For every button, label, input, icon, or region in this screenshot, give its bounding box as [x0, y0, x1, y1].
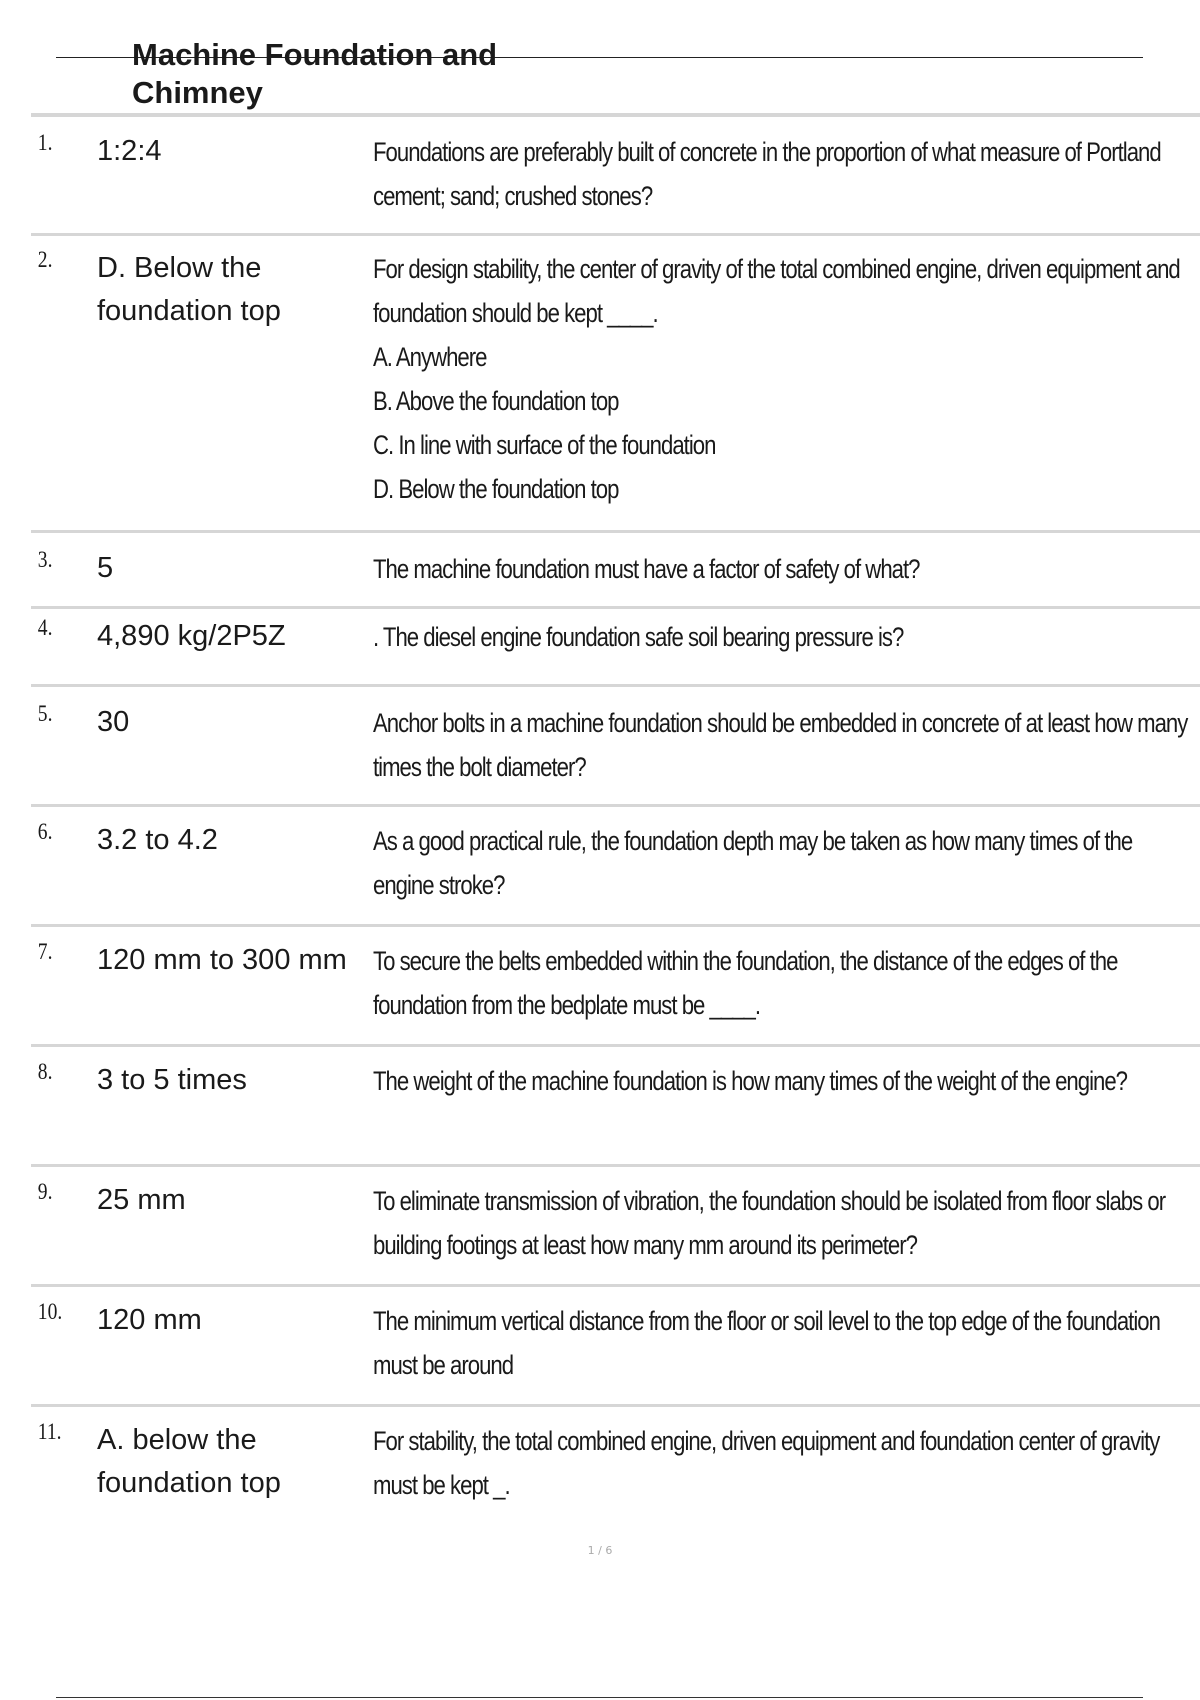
item-question: [373, 1167, 1200, 1267]
question-text: Anchor bolts in a machine foundation should be embedded in concrete of at least how many times the bolt diameter?: [373, 708, 1188, 782]
qa-row-5: [31, 687, 1200, 807]
question-text: The minimum vertical distance from the floor or soil level to the top edge of the foundation must be around: [373, 1306, 1160, 1380]
qa-row-7: [31, 927, 1200, 1047]
question-text: The machine foundation must have a factor of safety of what?: [373, 554, 920, 584]
option-b: B. Above the foundation top: [373, 386, 619, 416]
qa-row-6: [31, 807, 1200, 927]
item-answer: 3.2 to 4.2: [97, 824, 218, 856]
item-number: 6.: [37, 819, 53, 844]
item-number: 7.: [37, 939, 53, 964]
item-answer: 1:2:4: [97, 135, 162, 167]
document-header: [0, 0, 1200, 118]
question-text: . The diesel engine foundation safe soil bearing pressure is?: [373, 622, 904, 652]
qa-row-3: [31, 533, 1200, 609]
item-answer: D. Below the foundation top: [97, 252, 281, 327]
footer-rule: [56, 1697, 1143, 1698]
option-d: D. Below the foundation top: [373, 474, 619, 504]
item-question: [373, 1287, 1200, 1387]
item-answer: 4,890 kg/2P5Z: [97, 620, 286, 652]
item-answer: 120 mm: [97, 1304, 202, 1336]
item-answer: 25 mm: [97, 1184, 186, 1216]
qa-row-2: [31, 236, 1200, 533]
item-answer: 30: [97, 706, 130, 738]
item-number: 3.: [37, 547, 53, 572]
qa-row-8: [31, 1047, 1200, 1167]
item-number: 4.: [37, 615, 53, 640]
item-number: 2.: [37, 247, 53, 272]
item-answer: A. below the foundation top: [97, 1424, 281, 1499]
document-title: Machine Foundation and Chimney: [132, 37, 498, 110]
item-number: 1.: [37, 130, 53, 155]
page-number: 1 / 6: [587, 1544, 613, 1557]
question-answer-list: [31, 117, 1200, 1527]
option-a: A. Anywhere: [373, 342, 487, 372]
item-answer: 120 mm to 300 mm: [97, 944, 347, 976]
item-question: [373, 807, 1200, 907]
question-text: To secure the belts embedded within the foundation, the distance of the edges of the foundation from the bedplate must be ____.: [373, 946, 1118, 1020]
qa-row-11: [31, 1407, 1200, 1527]
item-answer: 3 to 5 times: [97, 1064, 247, 1096]
question-text: Foundations are preferably built of concrete in the proportion of what measure of Portland cement; sand; crushed stones?: [373, 137, 1161, 211]
item-question: [373, 1407, 1200, 1507]
item-number: 10.: [37, 1299, 63, 1324]
question-text: For stability, the total combined engine, driven equipment and foundation center of gravity must be kept _.: [373, 1426, 1160, 1500]
item-question: [373, 117, 1200, 218]
item-question: [373, 687, 1200, 789]
qa-row-9: [31, 1167, 1200, 1287]
qa-row-4: [31, 609, 1200, 687]
question-text: As a good practical rule, the foundation depth may be taken as how many times of the engine stroke?: [373, 826, 1133, 900]
item-number: 5.: [37, 701, 53, 726]
item-question: [373, 533, 1200, 591]
item-answer: 5: [97, 552, 114, 584]
question-text: The weight of the machine foundation is how many times of the weight of the engine?: [373, 1066, 1128, 1096]
item-question: [373, 609, 1200, 659]
item-number: 11.: [37, 1419, 62, 1444]
item-question: [373, 236, 1200, 511]
qa-row-1: [31, 117, 1200, 236]
item-question: [373, 1047, 1200, 1103]
item-question: [373, 927, 1200, 1027]
item-number: 8.: [37, 1059, 53, 1084]
question-text: To eliminate transmission of vibration, the foundation should be isolated from floor slabs or building footings at least how many mm around its perimeter?: [373, 1186, 1166, 1260]
qa-row-10: [31, 1287, 1200, 1407]
question-text: For design stability, the center of gravity of the total combined engine, driven equipment and foundation should be kept ____.: [373, 254, 1180, 328]
option-c: C. In line with surface of the foundation: [373, 430, 716, 460]
item-number: 9.: [37, 1179, 53, 1204]
